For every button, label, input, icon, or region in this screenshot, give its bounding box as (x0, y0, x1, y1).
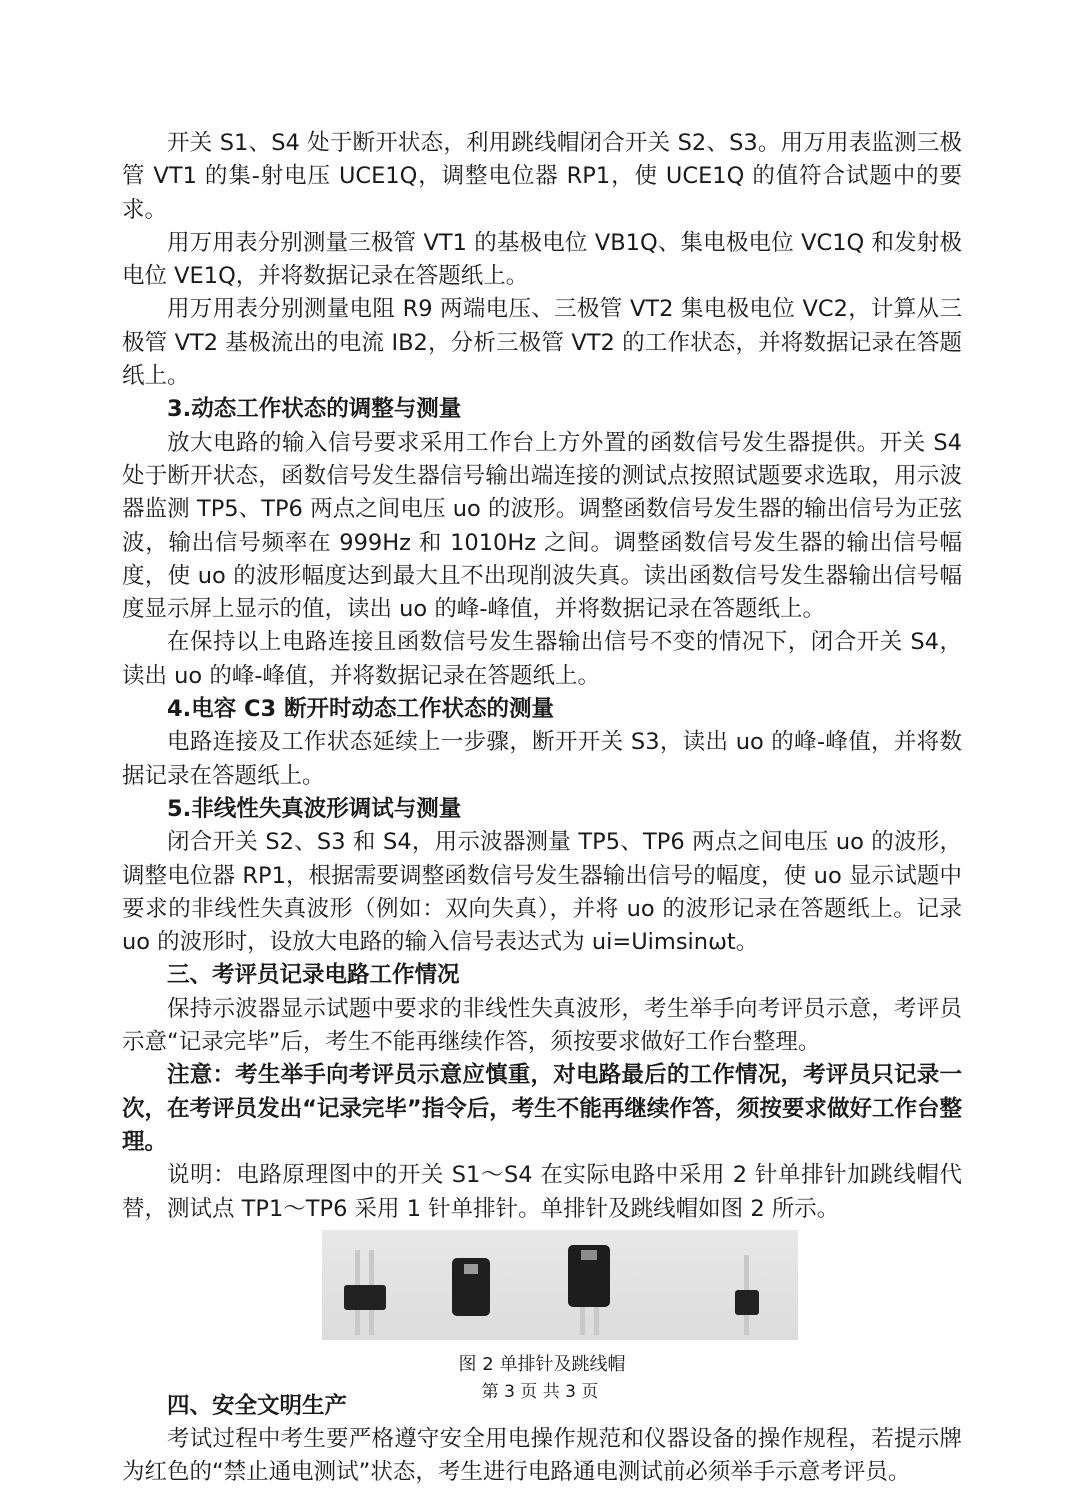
section-heading: 5.非线性失真波形调试与测量 (167, 795, 462, 822)
notice-paragraph: 注意：考生举手向考评员示意应慎重，对电路最后的工作情况，考评员只记录一次，在考评员发出“记录完毕”指令后，考生不能再继续作答，须按要求做好工作台整理。 (122, 1062, 962, 1155)
header-with-cap (568, 1245, 610, 1335)
paragraph: 用万用表分别测量三极管 VT1 的基极电位 VB1Q、集电极电位 VC1Q 和发射极电位 VE1Q，并将数据记录在答题纸上。 (122, 229, 962, 290)
section-heading: 三、考评员记录电路工作情况 (167, 962, 460, 989)
paragraph: 在保持以上电路连接且函数信号发生器输出信号不变的情况下，闭合开关 S4，读出 uo 的峰-峰值，并将数据记录在答题纸上。 (122, 629, 962, 689)
pin-header-photo (322, 1230, 798, 1340)
page-footer: 第 3 页 共 3 页 (481, 1382, 599, 1402)
paragraph: 开关 S1、S4 处于断开状态，利用跳线帽闭合开关 S2、S3。用万用表监测三极管 VT1 的集-射电压 UCE1Q，调整电位器 RP1，使 UCE1Q 的值符合试题中的要求。 (122, 130, 962, 223)
paragraph: 说明：电路原理图中的开关 S1～S4 在实际电路中采用 2 针单排针加跳线帽代替，测试点 TP1～TP6 采用 1 针单排针。单排针及跳线帽如图 2 所示。 (122, 1162, 962, 1222)
paragraph: 考试过程中考生要严格遵守安全用电操作规范和仪器设备的操作规程，若提示牌为红色的“禁止通电测试”状态，考生进行电路通电测试前必须举手示意考评员。 (122, 1426, 962, 1486)
section-heading: 四、安全文明生产 (167, 1392, 348, 1419)
paragraph: 放大电路的输入信号要求采用工作台上方外置的函数信号发生器提供。开关 S4 处于断开状态，函数信号发生器信号输出端连接的测试点按照试题要求选取，用示波器监测 TP5、TP6 两点之间电压 uo 的波形。调整函数信号发生器的输出信号为正弦波，输出信号频率在 999Hz 和 1010Hz 之间。调整函数信号发生器的输出信号幅度，使 uo 的波形幅度达到最大且不出现削波失真。读出函数信号发生器输出信号幅度显示屏上显示的值，读出 uo 的峰-峰值，并将数据记录在答题纸上。 (122, 429, 962, 623)
paragraph: 用万用表分别测量电阻 R9 两端电压、三极管 VT2 集电极电位 VC2，计算从三极管 VT2 基极流出的电流 IB2，分析三极管 VT2 的工作状态，并将数据记录在答题纸上。 (122, 296, 962, 390)
section-heading: 4.电容 C3 断开时动态工作状态的测量 (167, 696, 555, 723)
pin-header-illustration (322, 1230, 798, 1340)
two-pin-header (344, 1250, 386, 1335)
paragraph: 闭合开关 S2、S3 和 S4，用示波器测量 TP5、TP6 两点之间电压 uo 的波形，调整电位器 RP1，根据需要调整函数信号发生器输出信号的幅度，使 uo 显示试题中要求的非线性失真波形（例如：双向失真），并将 uo 的波形记录在答题纸上。记录 uo 的波形时，设放大电路的输入信号表达式为 ui=Uimsinωt。 (122, 829, 962, 956)
paragraph: 电路连接及工作状态延续上一步骤，断开开关 S3，读出 uo 的峰-峰值，并将数据记录在答题纸上。 (122, 729, 962, 789)
document-body (122, 127, 962, 1490)
section-heading: 3.动态工作状态的调整与测量 (167, 396, 462, 423)
paragraph: 保持示波器显示试题中要求的非线性失真波形，考生举手向考评员示意，考评员示意“记录完毕”后，考生不能再继续作答，须按要求做好工作台整理。 (122, 995, 962, 1056)
one-pin-header (735, 1255, 759, 1335)
figure-caption: 图 2 单排针及跳线帽 (458, 1353, 626, 1375)
jumper-cap (452, 1258, 490, 1316)
